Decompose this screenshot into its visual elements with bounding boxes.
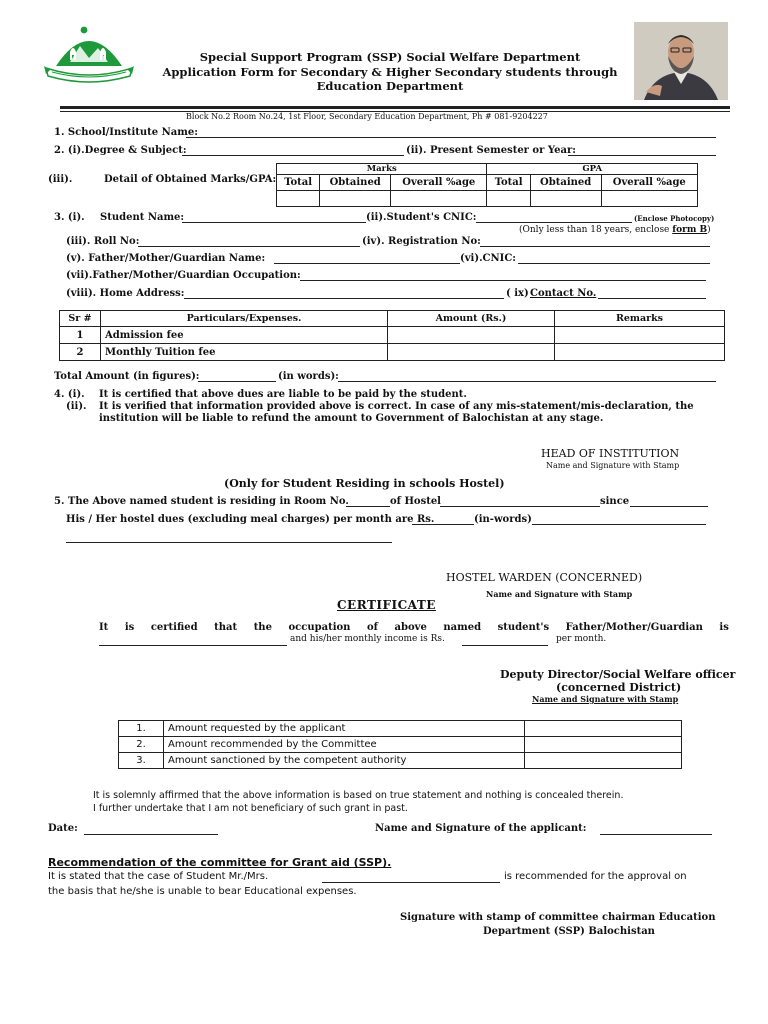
recommendation-text-c: the basis that he/she is unable to bear Educational expenses. xyxy=(48,886,357,897)
student-cnic-field[interactable] xyxy=(476,222,632,223)
officer-signature-note: Name and Signature with Stamp xyxy=(532,694,679,704)
expense-item: Admission fee xyxy=(101,327,388,344)
amount-row-no: 1. xyxy=(119,721,164,737)
header-line-3: Education Department xyxy=(316,79,464,93)
q4-ii-text-a: It is verified that information provided above is correct. In case of any mis-statement/mis-declaration, the xyxy=(99,401,694,412)
amount-row-value[interactable] xyxy=(525,753,682,769)
warden-signature-note: Name and Signature with Stamp xyxy=(486,589,633,599)
head-of-institution: HEAD OF INSTITUTION xyxy=(541,447,680,460)
concerned-district: (concerned District) xyxy=(556,681,682,694)
applicant-signature-label: Name and Signature of the applicant: xyxy=(375,823,587,834)
official-photo xyxy=(634,22,728,100)
marks-gpa-label: Detail of Obtained Marks/GPA: xyxy=(104,174,277,185)
total-words-field[interactable] xyxy=(338,381,716,382)
school-name-field[interactable] xyxy=(186,137,716,138)
occupation-field[interactable] xyxy=(99,645,287,646)
marks-col-total: Total xyxy=(277,175,320,191)
form-b-link: form B xyxy=(672,225,708,235)
guardian-name-label: (v). Father/Mother/Guardian Name: xyxy=(66,253,266,264)
expense-amount-cell[interactable] xyxy=(388,344,555,361)
header-line-2: Application Form for Secondary & Higher Secondary students through xyxy=(162,65,618,79)
recommendation-text-b: is recommended for the approval on xyxy=(504,871,687,882)
gpa-overall-cell[interactable] xyxy=(601,191,697,207)
q4-i-num: 4. (i). xyxy=(54,389,85,400)
amount-row-value[interactable] xyxy=(525,737,682,753)
affirmation-line-2: I further undertake that I am not beneficiary of such grant in past. xyxy=(93,803,408,814)
q2-semester-label: (ii). Present Semester or Year: xyxy=(406,145,576,156)
balochistan-logo-icon xyxy=(42,22,136,88)
expense-sr: 2 xyxy=(60,344,101,361)
head-signature-note: Name and Signature with Stamp xyxy=(546,461,680,470)
marks-gpa-table xyxy=(276,163,698,207)
q5-room-label: 5. The Above named student is residing in Room No. xyxy=(54,496,349,507)
home-address-field[interactable] xyxy=(184,298,504,299)
expenses-header-particulars: Particulars/Expenses. xyxy=(101,311,388,327)
q4-ii-num: (ii). xyxy=(66,401,87,412)
roll-no-label: (iii). Roll No: xyxy=(66,236,140,247)
amount-row-no: 2. xyxy=(119,737,164,753)
q2-degree-label: 2. (i).Degree & Subject: xyxy=(54,145,187,156)
certificate-text-line-1: It is certified that the occupation of above named student's Father/Mother/Guardian is xyxy=(99,622,729,633)
hostel-dues-field[interactable] xyxy=(412,524,474,525)
hostel-section-title: (Only for Student Residing in schools Hostel) xyxy=(224,477,505,490)
since-date-field[interactable] xyxy=(630,506,708,507)
gpa-col-total: Total xyxy=(487,175,530,191)
expense-amount-cell[interactable] xyxy=(388,327,555,344)
total-figures-field[interactable] xyxy=(198,381,276,382)
marks-col-overall: Overall %age xyxy=(391,175,487,191)
contact-no-field[interactable] xyxy=(598,298,706,299)
registration-no-label: (iv). Registration No: xyxy=(362,236,481,247)
student-name-label: Student Name: xyxy=(100,212,185,223)
chairman-signature-line-2: Department (SSP) Balochistan xyxy=(483,926,655,937)
guardian-occupation-label: (vii).Father/Mother/Guardian Occupation: xyxy=(66,270,301,281)
certificate-title: CERTIFICATE xyxy=(337,598,436,612)
date-label: Date: xyxy=(48,823,78,834)
chairman-signature-line-1: Signature with stamp of committee chairman Education xyxy=(400,912,716,923)
roll-no-field[interactable] xyxy=(138,246,360,247)
deputy-director-title: Deputy Director/Social Welfare officer xyxy=(500,668,736,681)
table-row xyxy=(60,344,725,361)
marks-overall-cell[interactable] xyxy=(391,191,487,207)
amount-row-label: Amount requested by the applicant xyxy=(164,721,525,737)
gpa-group-header: GPA xyxy=(487,164,698,175)
table-row xyxy=(119,753,682,769)
expense-remarks-cell[interactable] xyxy=(555,327,725,344)
amount-row-label: Amount sanctioned by the competent authority xyxy=(164,753,525,769)
q3-num: 3. (i). xyxy=(54,212,85,223)
student-name-field[interactable] xyxy=(182,222,366,223)
marks-group-header: Marks xyxy=(277,164,487,175)
recommendation-text-a: It is stated that the case of Student Mr./Mrs. xyxy=(48,871,269,882)
guardian-cnic-label: (vi).CNIC: xyxy=(460,253,516,264)
monthly-income-field[interactable] xyxy=(462,645,548,646)
q1-label: 1. School/Institute Name: xyxy=(54,127,198,138)
guardian-name-field[interactable] xyxy=(274,263,460,264)
amount-row-no: 3. xyxy=(119,753,164,769)
marks-col-obtained: Obtained xyxy=(320,175,391,191)
guardian-cnic-field[interactable] xyxy=(518,263,710,264)
certificate-per-month: per month. xyxy=(556,634,607,644)
marks-total-cell[interactable] xyxy=(277,191,320,207)
hostel-name-field[interactable] xyxy=(440,506,600,507)
portrait-icon xyxy=(634,22,728,100)
table-row xyxy=(119,721,682,737)
room-no-field[interactable] xyxy=(346,506,390,507)
contact-no-label: Contact No. xyxy=(530,288,597,299)
q3-ix-num: ( ix) xyxy=(506,288,529,299)
hostel-dues-words-field[interactable] xyxy=(532,524,706,525)
expenses-header-amount: Amount (Rs.) xyxy=(388,311,555,327)
hostel-dues-words-field-2[interactable] xyxy=(66,542,392,543)
guardian-occupation-field[interactable] xyxy=(300,280,706,281)
hostel-warden: HOSTEL WARDEN (CONCERNED) xyxy=(446,571,643,584)
table-row xyxy=(119,737,682,753)
certificate-income-label: and his/her monthly income is Rs. xyxy=(290,634,445,644)
expenses-table xyxy=(59,310,725,361)
q4-ii-text-b: institution will be liable to refund the amount to Government of Balochistan at any stage. xyxy=(99,413,604,424)
student-name-recommendation-field[interactable] xyxy=(322,882,500,883)
gpa-total-cell[interactable] xyxy=(487,191,530,207)
semester-field[interactable] xyxy=(568,155,716,156)
expenses-header-remarks: Remarks xyxy=(555,311,725,327)
marks-obtained-cell[interactable] xyxy=(320,191,391,207)
header-divider-thick xyxy=(60,106,730,109)
affirmation-line-1: It is solemnly affirmed that the above information is based on true statement and nothing is concealed therein. xyxy=(93,790,624,801)
total-words-label: (in words): xyxy=(278,371,339,382)
q4-i-text: It is certified that above dues are liable to be paid by the student. xyxy=(99,389,467,400)
expenses-header-sr: Sr # xyxy=(60,311,101,327)
hostel-dues-words-label: (in-words) xyxy=(474,514,532,525)
enclose-photocopy-note: (Enclose Photocopy) xyxy=(634,214,715,223)
expense-sr: 1 xyxy=(60,327,101,344)
gpa-obtained-cell[interactable] xyxy=(530,191,601,207)
recommendation-title: Recommendation of the committee for Grant aid (SSP). xyxy=(48,856,392,869)
gpa-col-obtained: Obtained xyxy=(530,175,601,191)
gpa-col-overall: Overall %age xyxy=(601,175,697,191)
amount-row-label: Amount recommended by the Committee xyxy=(164,737,525,753)
degree-field[interactable] xyxy=(182,155,404,156)
table-row xyxy=(60,327,725,344)
expense-remarks-cell[interactable] xyxy=(555,344,725,361)
q5-since-label: since xyxy=(600,496,630,507)
student-cnic-label: (ii).Student's CNIC: xyxy=(366,212,477,223)
q5-hostel-label: of Hostel xyxy=(390,496,441,507)
amount-row-value[interactable] xyxy=(525,721,682,737)
home-address-label: (viii). Home Address: xyxy=(66,288,185,299)
hostel-dues-label: His / Her hostel dues (excluding meal charges) per month are Rs. xyxy=(66,514,435,525)
registration-no-field[interactable] xyxy=(480,246,710,247)
department-address: Block No.2 Room No.24, 1st Floor, Secondary Education Department, Ph # 081-9204227 xyxy=(186,112,548,121)
q2-iii-num: (iii). xyxy=(48,174,73,185)
date-field[interactable] xyxy=(84,834,218,835)
applicant-signature-field[interactable] xyxy=(600,834,712,835)
amount-table xyxy=(118,720,682,769)
total-figures-label: Total Amount (in figures): xyxy=(54,371,200,382)
header-line-1: Special Support Program (SSP) Social Welfare Department xyxy=(199,50,581,64)
form-b-note: (Only less than 18 years, enclose form B) xyxy=(519,225,711,235)
expense-item: Monthly Tuition fee xyxy=(101,344,388,361)
